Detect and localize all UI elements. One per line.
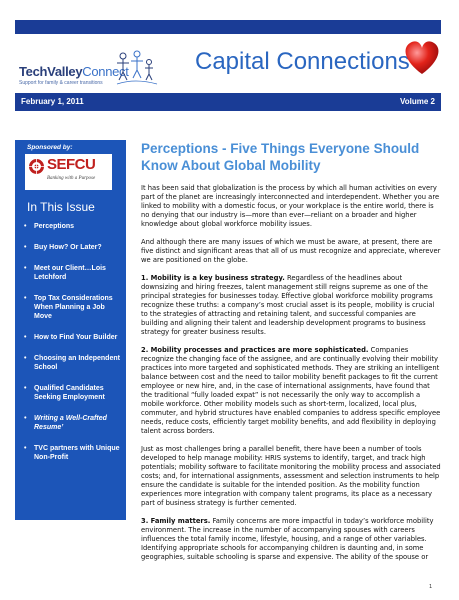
logo-text-bold: TechValley: [19, 64, 83, 79]
family-figures-icon: [115, 48, 159, 90]
article: [141, 140, 441, 571]
paragraph-lead: 2. Mobility processes and practices are more sophisticated.: [141, 346, 369, 354]
sefcu-emblem-icon: [28, 158, 45, 175]
sidebar: [15, 140, 126, 520]
top-band: [15, 20, 441, 34]
article-paragraph: And although there are many issues of which we must be aware, at present, there are five distinct and significant areas that all of us must recognize and appreciate, wherever we are positioned on the globe.: [141, 238, 441, 264]
paragraph-body: Family concerns are more impactful in today’s workforce mobility environment. The increase in the number of accompanying spouses with careers influences the total family income, lifestyle, housing, and a range of other variables. Identifying appropriate schools for accompanying children is daunting and, in some geographies, suitable schooling is sparse and expensive. The ability of the spouse or: [141, 517, 434, 561]
paragraph-lead: 3. Family matters.: [141, 517, 211, 525]
toc-item[interactable]: • Buy How? Or Later?: [23, 243, 123, 252]
issue-date: February 1, 2011: [21, 97, 84, 106]
toc-item[interactable]: • How to Find Your Builder: [23, 333, 123, 342]
in-this-issue-heading: In This Issue: [27, 200, 95, 214]
date-bar: [15, 93, 441, 111]
article-paragraph: Just as most challenges bring a parallel benefit, there have been a number of tools developed to help manage mobility: HRIS systems to identify, target, and track high potentials; mobility software to facilitate monitoring the mobility process and associated costs; and, for international assignments, assessment and selection instruments to help ensure the candidate is suitable for the intended position. As the mobility function experiences more integration with company talent programs, its place as a necessary part of business strategy is further cemented.: [141, 445, 441, 507]
toc-item[interactable]: • Perceptions: [23, 222, 123, 231]
masthead: [15, 34, 441, 90]
article-paragraph: [141, 346, 441, 436]
article-paragraph: [141, 274, 441, 337]
techvalley-logo: [19, 64, 129, 79]
issue-contents-list: [23, 222, 123, 474]
paragraph-body: Companies recognize the changing face of the assignee, and are continually evolving their mobility practices into more targeted and sophisticated methods. They are striking an intelligent balance between cost and the need to tailor mobility benefit packages to fit the current employee or new hire, and, in the case of international assignments, have found that the traditional “fully loaded expat” is not necessarily the only way to accomplish a mobile workforce. Other mobility models such as short-term, localized, local plus, commuter, and hybrid structures have enabled companies to address specific employee needs, reduce costs, efficiently target mobility benefits, and add flexibility in deploying talent across borders.: [141, 346, 441, 435]
sponsored-by-label: Sponsored by:: [27, 144, 73, 151]
toc-item[interactable]: • Top Tax Considerations When Planning a Job Move: [23, 294, 123, 321]
paragraph-lead: 1. Mobility is a key business strategy.: [141, 274, 285, 282]
paragraph-body: Regardless of the headlines about downsizing and hiring freezes, talent management still reigns supreme as one of the principal strategies for businesses today. Effective global workforce mobility programs recognize these truths: a company’s most crucial asset is its people, mobility is crucial to the strategies of attracting and retaining talent, and successful companies are building and aligning their talent and leadership development programs to business strategy for greater business results.: [141, 274, 435, 336]
sponsor-name: SEFCU: [47, 156, 96, 173]
toc-item[interactable]: • Choosing an Independent School: [23, 354, 123, 372]
logo-text-light: Connect: [82, 64, 129, 79]
issue-volume: Volume 2: [400, 97, 435, 106]
newsletter-title: Capital Connections: [195, 48, 410, 75]
page-number: 1: [429, 584, 433, 590]
toc-item[interactable]: • Qualified Candidates Seeking Employment: [23, 384, 123, 402]
toc-item[interactable]: • Meet our Client…Lois Letchford: [23, 264, 123, 282]
toc-item[interactable]: • TVC partners with Unique Non-Profit: [23, 444, 123, 462]
article-title: Perceptions - Five Things Everyone Should Know About Global Mobility: [141, 141, 420, 173]
heart-icon: [400, 34, 444, 78]
sponsor-tagline: Banking with a Purpose: [47, 176, 96, 181]
toc-item[interactable]: • Writing a Well-Crafted Resume’: [23, 414, 123, 432]
article-paragraph: It has been said that globalization is the process by which all human activities on every part of the planet are increasingly interconnected and interdependent. Whether you are linked to mobility with a domestic focus, or your workplace is the entire world, there is no denying that our industry is—more than ever—reliant on a broader and higher knowledge about global workforce mobility issues.: [141, 184, 440, 228]
logo-tagline: Support for family & career transitions: [19, 80, 103, 86]
article-paragraph: [141, 517, 441, 562]
sefcu-logo: [25, 154, 112, 190]
